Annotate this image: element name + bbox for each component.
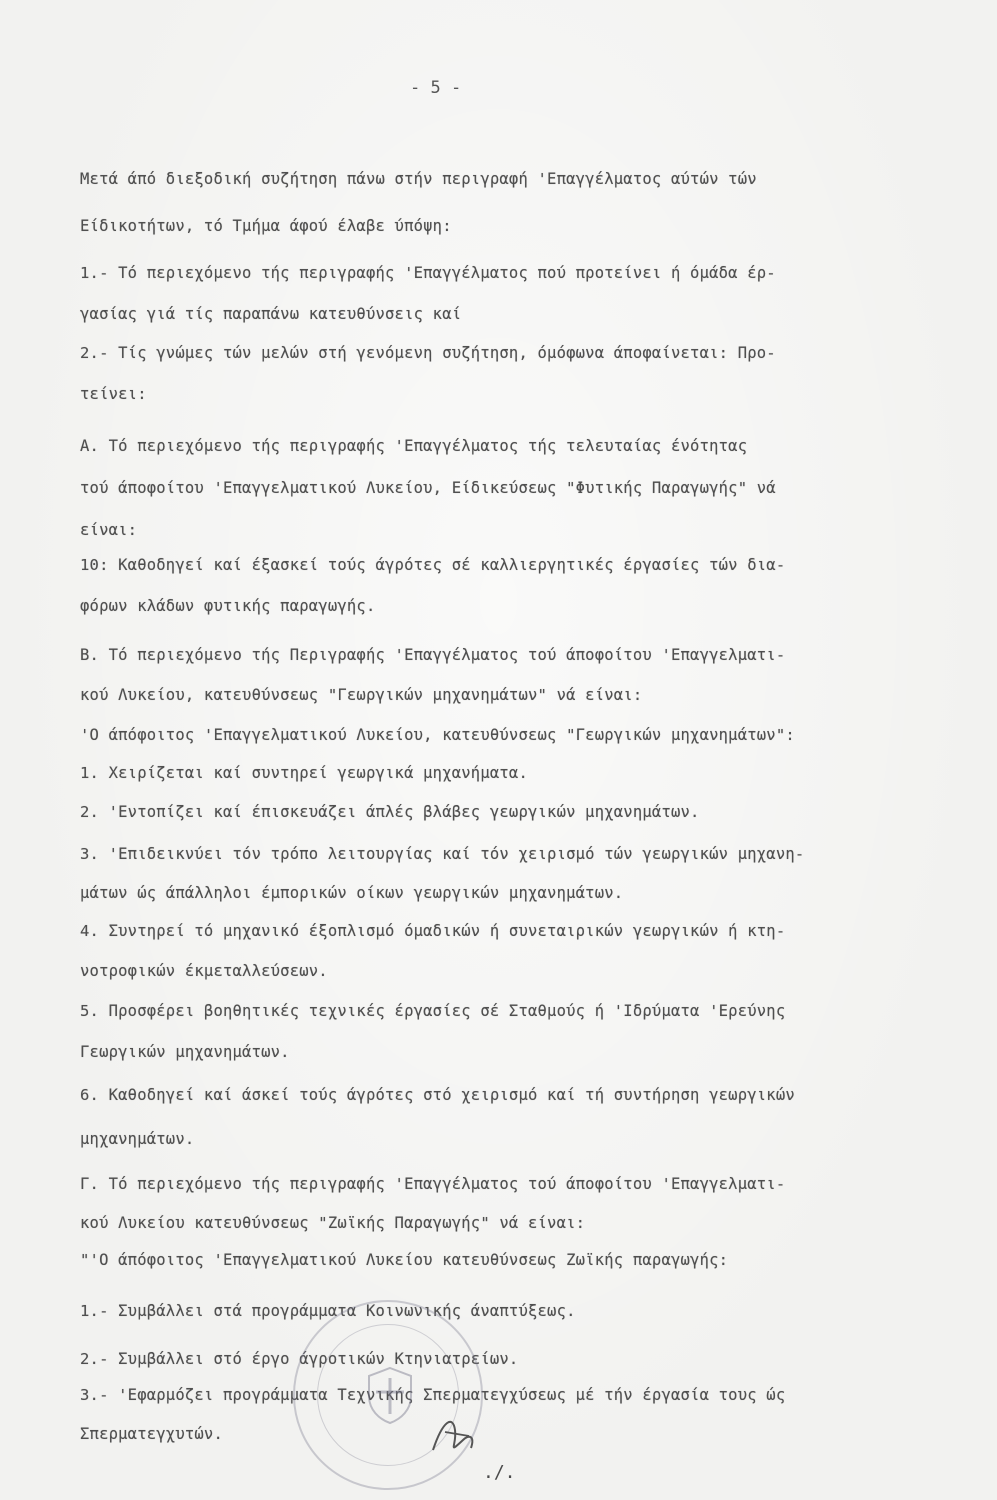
text-line: 1.- Συμβάλλει στά προγράμματα Κοινωνικής άναπτύξεως.: [80, 1302, 576, 1320]
text-line: Σπερματεγχυτών.: [80, 1425, 223, 1443]
text-line: νοτροφικών έκμεταλλεύσεων.: [80, 962, 328, 980]
text-line: 3.- 'Εφαρμόζει προγράμματα Τεχνικής Σπερματεγχύσεως μέ τήν έργασία τους ώς: [80, 1386, 786, 1404]
continuation-mark: ./.: [483, 1462, 516, 1483]
text-line: Γ. Τό περιεχόμενο τής περιγραφής 'Επαγγέλματος τού άποφοίτου 'Επαγγελματι-: [80, 1175, 786, 1193]
text-line: 2.- Τίς γνώμες τών μελών στή γενόμενη συζήτηση, όμόφωνα άποφαίνεται: Προ-: [80, 344, 776, 362]
text-line: κού Λυκείου κατευθύνσεως "Ζωϊκής Παραγωγής" νά είναι:: [80, 1214, 586, 1232]
text-line: 2.- Συμβάλλει στό έργο άγροτικών Κτηνιατρείων.: [80, 1350, 519, 1368]
text-line: 10: Καθοδηγεί καί έξασκεί τούς άγρότες σέ καλλιεργητικές έργασίες τών δια-: [80, 556, 786, 574]
text-line: μηχανημάτων.: [80, 1130, 195, 1148]
coat-of-arms-icon: [363, 1364, 417, 1426]
text-line: γασίας γιά τίς παραπάνω κατευθύνσεις καί: [80, 305, 462, 323]
text-line: 5. Προσφέρει βοηθητικές τεχνικές έργασίες σέ Σταθμούς ή 'Ιδρύματα 'Ερεύνης: [80, 1002, 786, 1020]
text-line: φόρων κλάδων φυτικής παραγωγής.: [80, 597, 376, 615]
official-seal-icon: [293, 1300, 483, 1490]
text-line: "'Ο άπόφοιτος 'Επαγγελματικού Λυκείου κατευθύνσεως Ζωϊκής παραγωγής:: [80, 1251, 729, 1269]
text-line: είναι:: [80, 521, 138, 539]
text-line: Β. Τό περιεχόμενο τής Περιγραφής 'Επαγγέλματος τού άποφοίτου 'Επαγγελματι-: [80, 646, 786, 664]
text-line: Μετά άπό διεξοδική συζήτηση πάνω στήν περιγραφή 'Επαγγέλματος αύτών τών: [80, 170, 757, 188]
text-line: 'Ο άπόφοιτος 'Επαγγελματικού Λυκείου, κατευθύνσεως "Γεωργικών μηχανημάτων":: [80, 726, 795, 744]
text-line: Α. Τό περιεχόμενο τής περιγραφής 'Επαγγέλματος τής τελευταίας ένότητας: [80, 437, 748, 455]
text-line: μάτων ώς άπάλληλοι έμπορικών οίκων γεωργικών μηχανημάτων.: [80, 884, 624, 902]
text-line: τού άποφοίτου 'Επαγγελματικού Λυκείου, Είδικεύσεως "Φυτικής Παραγωγής" νά: [80, 479, 776, 497]
text-line: 1.- Τό περιεχόμενο τής περιγραφής 'Επαγγέλματος πού προτείνει ή όμάδα έρ-: [80, 264, 776, 282]
text-line: 2. 'Εντοπίζει καί έπισκευάζει άπλές βλάβες γεωργικών μηχανημάτων.: [80, 803, 700, 821]
text-line: Γεωργικών μηχανημάτων.: [80, 1043, 290, 1061]
text-line: τείνει:: [80, 385, 147, 403]
text-line: 3. 'Επιδεικνύει τόν τρόπο λειτουργίας καί τόν χειρισμό τών γεωργικών μηχανη-: [80, 845, 805, 863]
text-line: 1. Χειρίζεται καί συντηρεί γεωργικά μηχανήματα.: [80, 764, 528, 782]
text-line: Είδικοτήτων, τό Τμήμα άφού έλαβε ύπόψη:: [80, 217, 452, 235]
signature-icon: [425, 1410, 485, 1460]
page-number: - 5 -: [410, 78, 462, 98]
text-line: 4. Συντηρεί τό μηχανικό έξοπλισμό όμαδικών ή συνεταιρικών γεωργικών ή κτη-: [80, 922, 786, 940]
text-line: κού Λυκείου, κατευθύνσεως "Γεωργικών μηχανημάτων" νά είναι:: [80, 686, 643, 704]
text-line: 6. Καθοδηγεί καί άσκεί τούς άγρότες στό χειρισμό καί τή συντήρηση γεωργικών: [80, 1086, 795, 1104]
